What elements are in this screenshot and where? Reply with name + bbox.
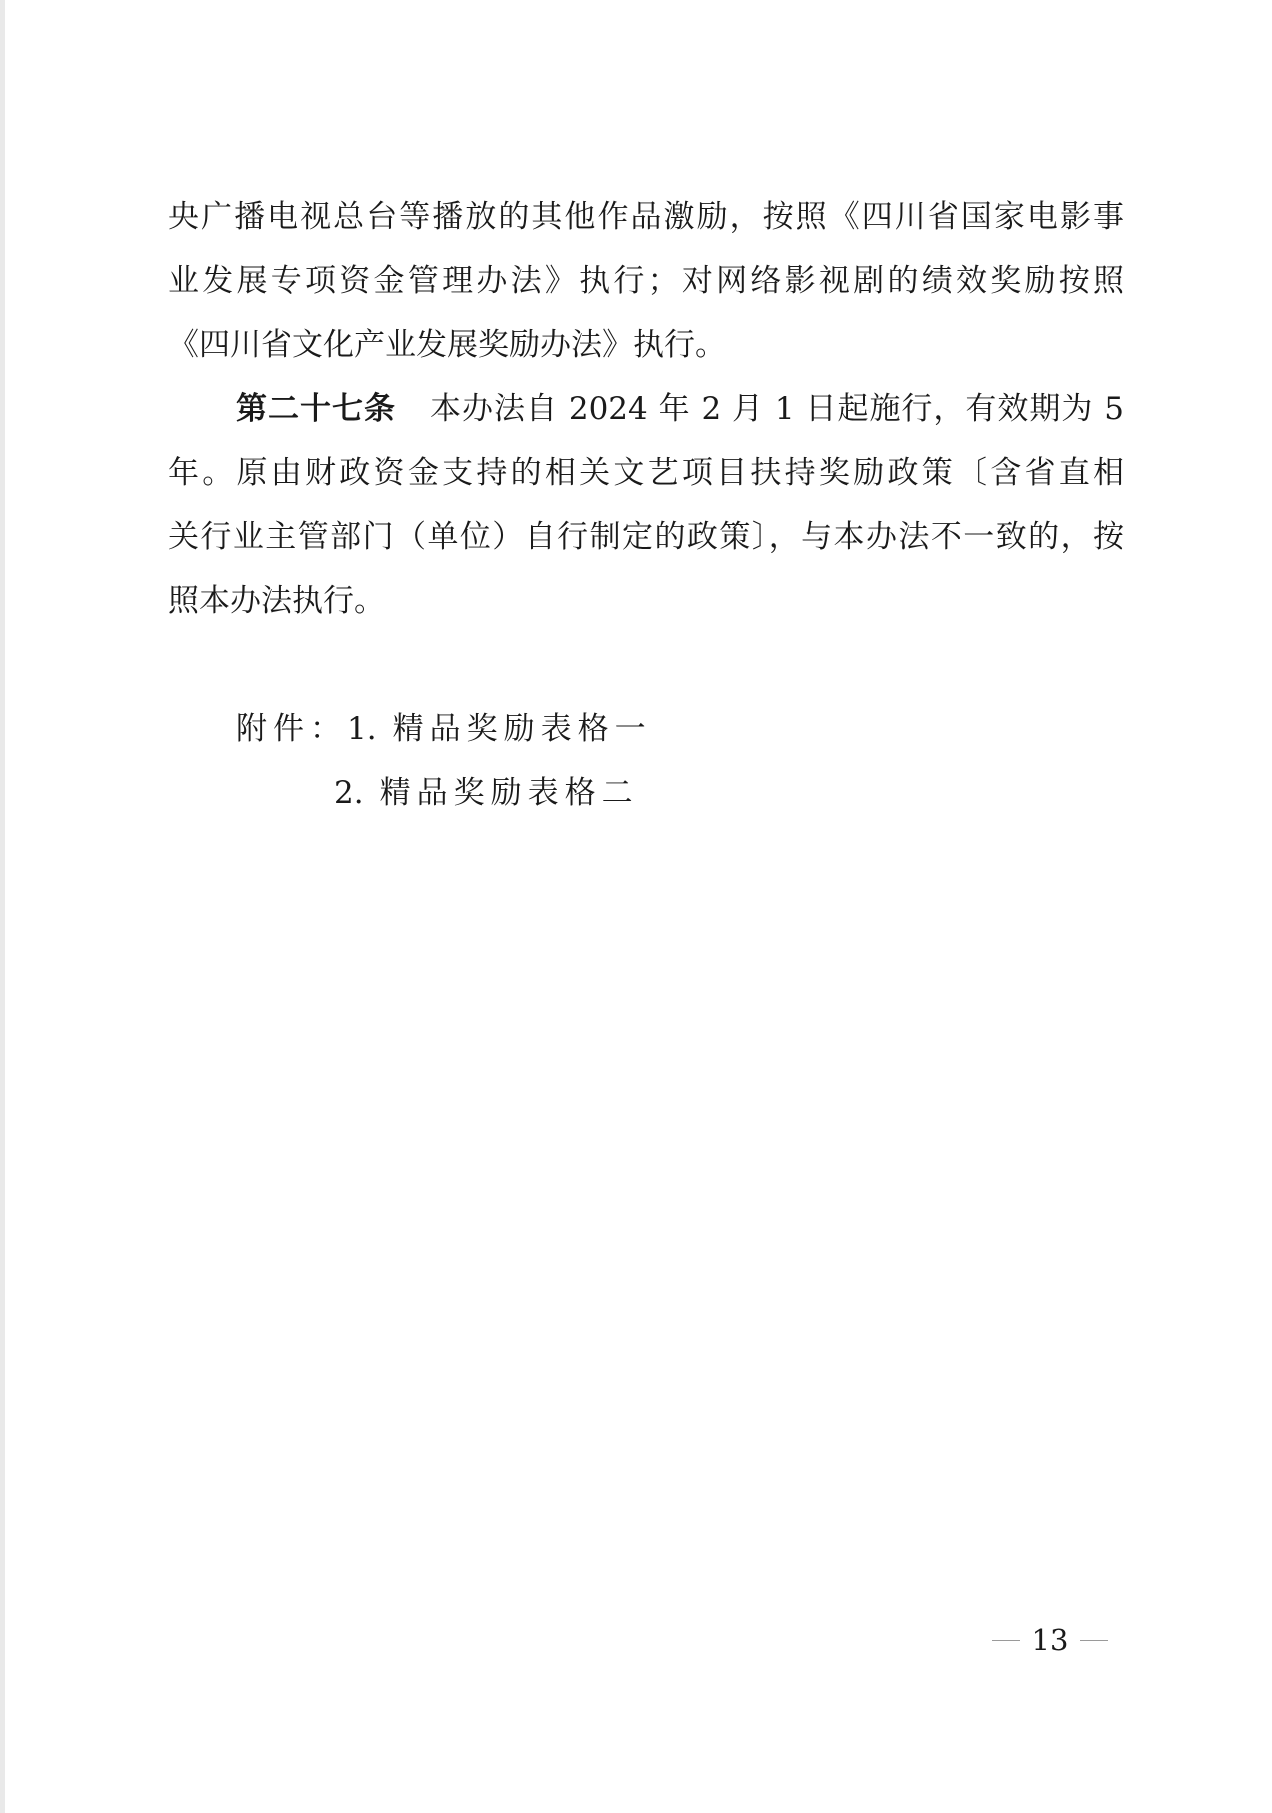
page-number-left-dash [992, 1640, 1020, 1641]
paragraph-1-line-1: 央广播电视总台等播放的其他作品激励，按照《四川省国家电影事 [168, 199, 1124, 235]
attachments-label: 附件： [236, 711, 347, 747]
page-number [980, 1620, 1120, 1660]
attachment-1-title: 精品奖励表格一 [392, 711, 652, 747]
paragraph-1-line-3: 《四川省文化产业发展奖励办法》执行。 [168, 327, 726, 363]
page-number-value: 13 [1031, 1623, 1069, 1657]
attachment-line-1 [236, 709, 652, 749]
article-27-line-1 [236, 389, 1124, 429]
attachment-1-number: 1. [347, 711, 377, 747]
article-27-first-text: 本办法自 2024 年 2 月 1 日起施行，有效期为 5 [430, 391, 1124, 427]
article-27-label: 第二十七条 [236, 391, 396, 427]
article-27-line-4: 照本办法执行。 [168, 583, 385, 619]
article-27-line-2: 年。原由财政资金支持的相关文艺项目扶持奖励政策〔含省直相 [168, 455, 1124, 491]
article-27-line-3: 关行业主管部门（单位）自行制定的政策〕，与本办法不一致的，按 [168, 519, 1124, 555]
attachment-2-number: 2. [334, 775, 364, 811]
attachment-line-2 [334, 773, 639, 813]
page-edge [0, 0, 5, 1813]
page-number-right-dash [1080, 1640, 1108, 1641]
attachment-2-title: 精品奖励表格二 [379, 775, 639, 811]
paragraph-1-line-2: 业发展专项资金管理办法》执行；对网络影视剧的绩效奖励按照 [168, 263, 1124, 299]
